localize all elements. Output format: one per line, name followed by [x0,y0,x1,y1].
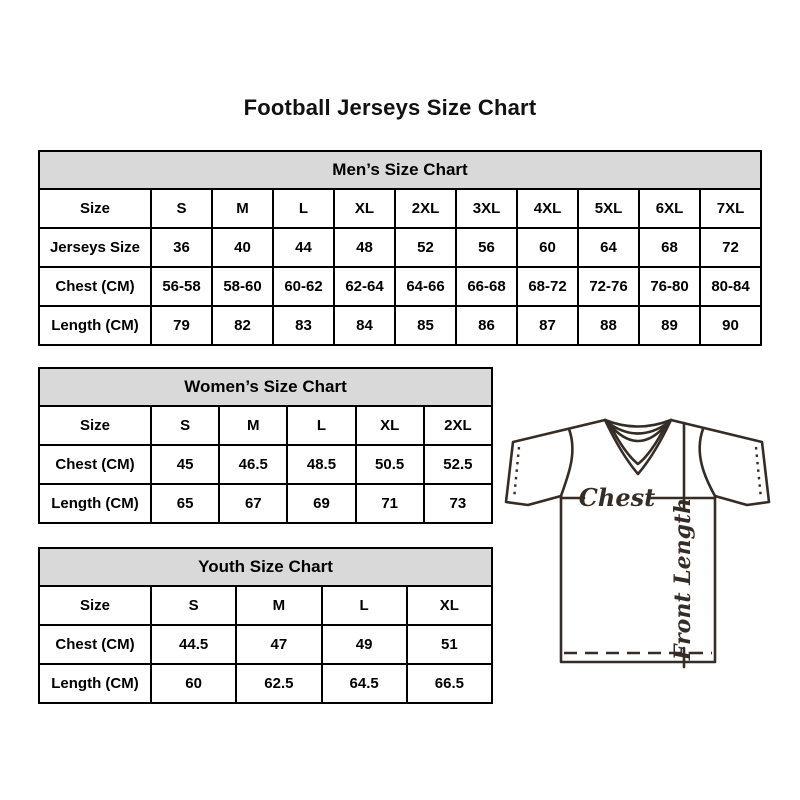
value-cell: 83 [273,306,334,345]
value-cell: 67 [219,484,287,523]
jersey-right-armhole-seam [700,429,715,496]
value-cell: 62.5 [236,664,321,703]
value-cell: 80-84 [700,267,761,306]
value-cell: 64.5 [322,664,407,703]
value-cell: 2XL [395,189,456,228]
jersey-left-cuff-stitch [514,447,519,499]
value-cell: 3XL [456,189,517,228]
value-cell: 65 [151,484,219,523]
mens-table-title: Men’s Size Chart [39,151,761,189]
table-row [39,586,492,625]
row-label-cell: Size [39,406,151,445]
value-cell: 89 [639,306,700,345]
value-cell: 60 [151,664,236,703]
table-row [39,267,761,306]
value-cell: 46.5 [219,445,287,484]
value-cell: 68 [639,228,700,267]
value-cell: 72 [700,228,761,267]
value-cell: 58-60 [212,267,273,306]
value-cell: 5XL [578,189,639,228]
value-cell: S [151,406,219,445]
table-row [39,445,492,484]
table-row [39,664,492,703]
value-cell: 4XL [517,189,578,228]
row-label-cell: Size [39,189,151,228]
value-cell: 7XL [700,189,761,228]
womens-size-table [38,367,493,524]
value-cell: 68-72 [517,267,578,306]
jersey-collar-back-arc-1 [605,420,671,427]
value-cell: 64-66 [395,267,456,306]
value-cell: 47 [236,625,321,664]
womens-table-title: Women’s Size Chart [39,368,492,406]
table-row [39,189,761,228]
jersey-left-armhole-seam [561,429,572,496]
value-cell: 69 [287,484,355,523]
value-cell: 79 [151,306,212,345]
value-cell: 73 [424,484,492,523]
value-cell: XL [407,586,492,625]
page-title: Football Jerseys Size Chart [243,95,537,120]
jersey-right-cuff-stitch [756,447,761,499]
mens-size-table [38,150,762,346]
value-cell: 40 [212,228,273,267]
value-cell: 86 [456,306,517,345]
value-cell: M [236,586,321,625]
value-cell: 44 [273,228,334,267]
table-row [39,484,492,523]
table-row [39,625,492,664]
value-cell: 36 [151,228,212,267]
front-length-label: Front Length [670,497,696,661]
value-cell: 49 [322,625,407,664]
chest-label: Chest [578,483,656,512]
value-cell: 60-62 [273,267,334,306]
value-cell: 52.5 [424,445,492,484]
value-cell: 51 [407,625,492,664]
row-label-cell: Jerseys Size [39,228,151,267]
value-cell: XL [356,406,424,445]
jersey-measurement-diagram [500,406,780,676]
mens-table-body [39,189,761,345]
row-label-cell: Chest (CM) [39,625,151,664]
value-cell: M [219,406,287,445]
value-cell: 66.5 [407,664,492,703]
row-label-cell: Chest (CM) [39,267,151,306]
value-cell: 44.5 [151,625,236,664]
value-cell: 71 [356,484,424,523]
row-label-cell: Length (CM) [39,664,151,703]
womens-table-body [39,406,492,523]
value-cell: S [151,586,236,625]
value-cell: 64 [578,228,639,267]
value-cell: 60 [517,228,578,267]
row-label-cell: Size [39,586,151,625]
row-label-cell: Length (CM) [39,484,151,523]
value-cell: 87 [517,306,578,345]
value-cell: 56 [456,228,517,267]
table-row [39,228,761,267]
value-cell: 85 [395,306,456,345]
table-row [39,406,492,445]
value-cell: 56-58 [151,267,212,306]
value-cell: 6XL [639,189,700,228]
value-cell: L [322,586,407,625]
value-cell: 66-68 [456,267,517,306]
jersey-right-sleeve [671,420,769,505]
youth-table-title: Youth Size Chart [39,548,492,586]
table-title-row [39,548,492,586]
value-cell: 76-80 [639,267,700,306]
youth-size-table [38,547,493,704]
value-cell: 48.5 [287,445,355,484]
value-cell: 52 [395,228,456,267]
table-row [39,306,761,345]
table-title-row [39,151,761,189]
value-cell: 2XL [424,406,492,445]
value-cell: M [212,189,273,228]
value-cell: 82 [212,306,273,345]
value-cell: 72-76 [578,267,639,306]
value-cell: L [273,189,334,228]
value-cell: 90 [700,306,761,345]
value-cell: 50.5 [356,445,424,484]
value-cell: XL [334,189,395,228]
value-cell: 84 [334,306,395,345]
value-cell: 88 [578,306,639,345]
row-label-cell: Chest (CM) [39,445,151,484]
value-cell: L [287,406,355,445]
value-cell: 48 [334,228,395,267]
youth-table-body [39,586,492,703]
value-cell: S [151,189,212,228]
value-cell: 45 [151,445,219,484]
row-label-cell: Length (CM) [39,306,151,345]
table-title-row [39,368,492,406]
value-cell: 62-64 [334,267,395,306]
